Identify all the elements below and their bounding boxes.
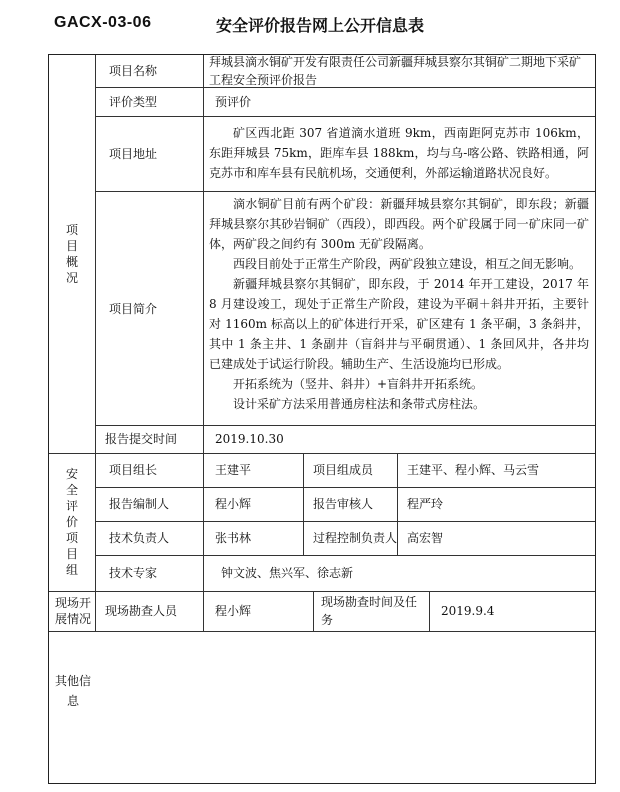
other-info-value bbox=[101, 637, 589, 777]
field-inspector-value: 程小辉 bbox=[215, 604, 252, 618]
info-table bbox=[48, 54, 596, 784]
submit-time-label: 报告提交时间 bbox=[105, 432, 178, 446]
section-label-team bbox=[49, 453, 95, 591]
team-leader-label: 项目组长 bbox=[109, 463, 158, 477]
section-label-field: 现场开展情况 bbox=[54, 596, 91, 626]
project-name-label: 项目名称 bbox=[109, 64, 158, 78]
section-label-project-overview bbox=[49, 55, 95, 453]
section-label-text: 安全评价项目组 bbox=[65, 467, 78, 577]
tech-lead-value: 张书林 bbox=[215, 531, 252, 545]
intro-paragraph: 滴水铜矿目前有两个矿段：新疆拜城县察尔其铜矿，即东段；新疆拜城县察尔其砂岩铜矿（西段），即西段。两个矿段属于同一矿床同一矿体，两矿段之间约有 300m 无矿段隔离。 bbox=[209, 197, 589, 251]
section-label-text: 项目概况 bbox=[65, 223, 78, 285]
field-time-value: 2019.9.4 bbox=[441, 604, 495, 618]
project-address-label: 项目地址 bbox=[109, 147, 158, 161]
project-intro-value bbox=[209, 194, 589, 414]
team-leader-value: 王建平 bbox=[215, 463, 252, 477]
tech-lead-label: 技术负责人 bbox=[109, 531, 170, 545]
field-inspector-label: 现场勘查人员 bbox=[105, 604, 178, 618]
report-author-value: 程小辉 bbox=[215, 497, 252, 511]
evaluation-type-label: 评价类型 bbox=[109, 95, 158, 109]
team-members-label: 项目组成员 bbox=[313, 463, 374, 477]
submit-time-value: 2019.10.30 bbox=[215, 432, 284, 446]
tech-expert-value: 钟文波、焦兴军、徐志新 bbox=[221, 566, 354, 580]
document-code: GACX-03-06 bbox=[54, 14, 152, 31]
project-address-value bbox=[209, 123, 589, 183]
field-time-label: 现场勘查时间及任务 bbox=[321, 595, 418, 627]
intro-paragraph: 开拓系统为（竖井、斜井）+盲斜井开拓系统。 bbox=[233, 377, 484, 391]
project-intro-label: 项目简介 bbox=[109, 302, 158, 316]
page-title: 安全评价报告网上公开信息表 bbox=[216, 16, 425, 35]
process-control-value: 高宏智 bbox=[407, 531, 444, 545]
intro-paragraph: 西段目前处于正常生产阶段，两矿段独立建设，相互之间无影响。 bbox=[233, 257, 582, 271]
intro-paragraph: 新疆拜城县察尔其铜矿，即东段，于 2014 年开工建设，2017 年 8 月建设竣工，现处于正常生产阶段，建设为平硐＋斜井开拓，主要针对 1160m 标高以上的矿体进行开采，矿区建有 1 条平硐，3 条斜井，其中 1 条主井、1 条副井（盲斜井与平硐贯通）、1 条回风井，各井均已建成处于试运行阶段。辅助生产、生活设施均已形成。 bbox=[209, 277, 589, 371]
section-label-other: 其他信息 bbox=[55, 674, 92, 708]
evaluation-type-value: 预评价 bbox=[215, 95, 252, 109]
address-text: 矿区西北距 307 省道滴水道班 9km，西南距阿克苏市 106km，东距拜城县 75km，距库车县 188km，均与乌-喀公路、铁路相通，阿克苏市和库车县有民航机场，交通便利，外部运输道路状况良好。 bbox=[209, 126, 589, 180]
process-control-label: 过程控制负责人 bbox=[313, 531, 398, 545]
report-reviewer-value: 程严玲 bbox=[407, 497, 444, 511]
report-author-label: 报告编制人 bbox=[109, 497, 170, 511]
intro-paragraph: 设计采矿方法采用普通房柱法和条带式房柱法。 bbox=[233, 397, 486, 411]
report-reviewer-label: 报告审核人 bbox=[313, 497, 374, 511]
project-name-value: 拜城县滴水铜矿开发有限责任公司新疆拜城县察尔其铜矿二期地下采矿工程安全预评价报告 bbox=[209, 55, 582, 87]
team-members-value: 王建平、程小辉、马云雪 bbox=[407, 463, 540, 477]
tech-expert-label: 技术专家 bbox=[109, 566, 158, 580]
